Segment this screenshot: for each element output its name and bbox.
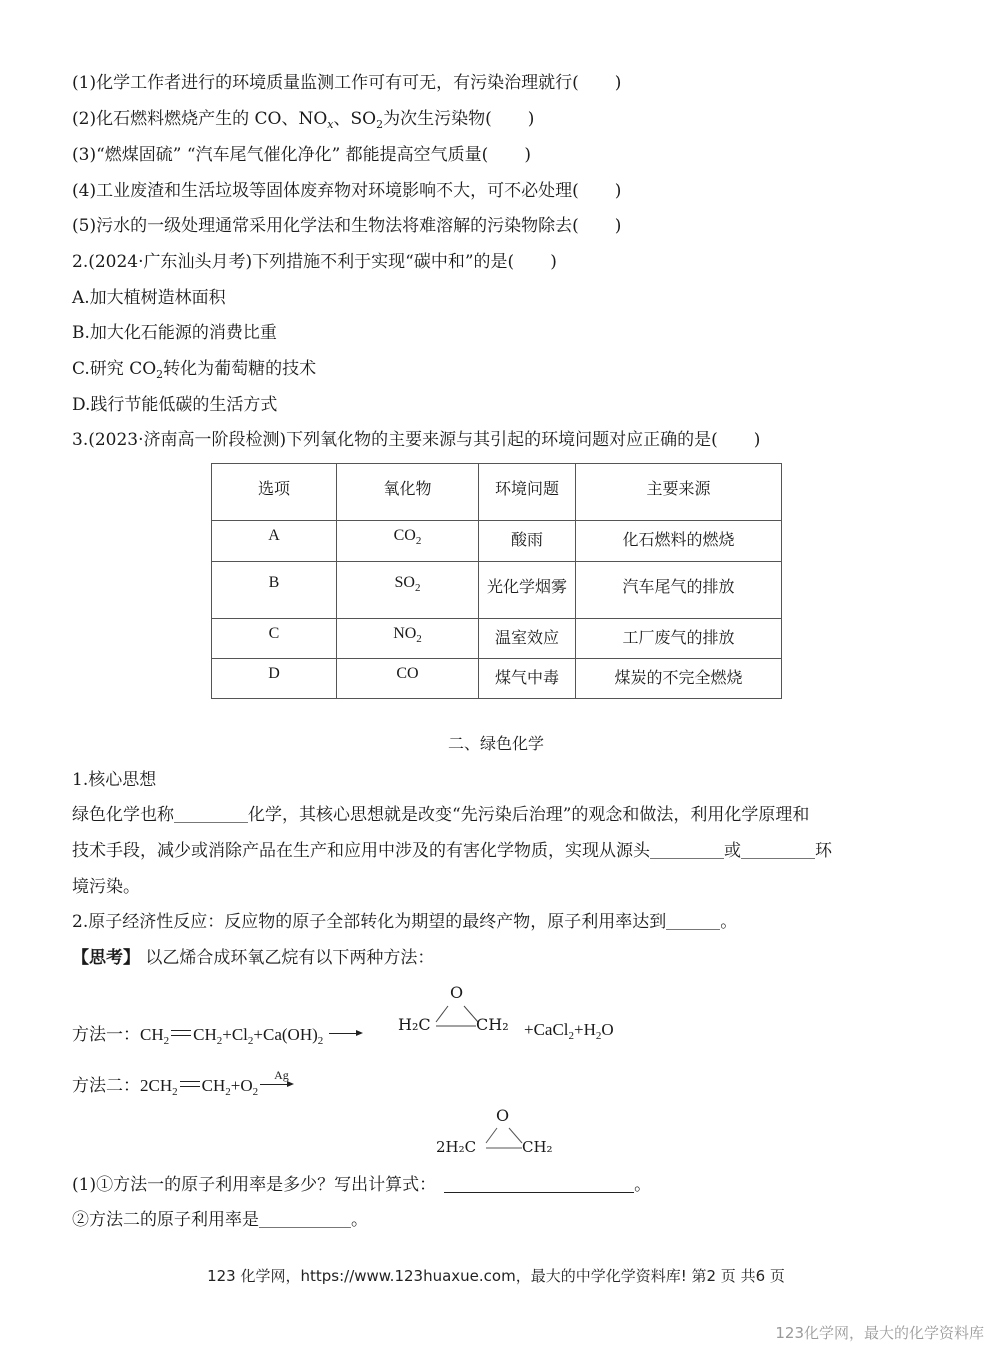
item-text: 工业废渣和生活垃圾等固体废弃物对环境影响不大，可不必处理 [96, 181, 573, 201]
subscript: 2 [247, 1035, 254, 1047]
table-header-row [212, 464, 782, 521]
judgement-item-5 [72, 215, 621, 237]
question-text: 。 [351, 1210, 368, 1230]
core-line-2 [72, 840, 832, 862]
question-2-stem [72, 251, 557, 273]
table-cell-problem: 光化学烟雾 [479, 562, 576, 619]
formula-part: CH [201, 1076, 226, 1095]
table-cell-oxide [337, 619, 479, 659]
subscript: 2 [163, 1035, 170, 1047]
table-cell-source: 汽车尾气的排放 [576, 562, 782, 619]
table-header-cell: 氧化物 [337, 464, 479, 521]
sub-question-2 [72, 1209, 368, 1231]
subscript: 2 [156, 368, 164, 381]
table-cell-problem: 温室效应 [479, 619, 576, 659]
double-bond-icon [171, 1030, 191, 1036]
oxygen-atom: O [496, 1106, 510, 1125]
question-text: (1)①方法一的原子利用率是多少？写出计算式： [72, 1175, 437, 1195]
option-text: B.加大化石能源的消费比重 [72, 323, 277, 343]
oxide-formula: SO [394, 574, 415, 591]
formula-part: +O [230, 1076, 253, 1095]
paragraph-text: 。 [720, 912, 738, 932]
formula-part: 2CH [140, 1076, 173, 1095]
answer-paren-open: ( [481, 145, 489, 165]
subscript: 2 [376, 118, 384, 131]
core-title: 1.核心思想 [72, 770, 157, 790]
table-header-cell: 环境问题 [479, 464, 576, 521]
section-heading: 二、绿色化学 [447, 734, 544, 753]
answer-paren-close: ) [614, 73, 622, 93]
formula-part: +H [574, 1020, 596, 1039]
subscript: x [327, 118, 334, 131]
table-cell-oxide [337, 659, 479, 699]
answer-paren-close: ) [614, 181, 622, 201]
judgement-item-4 [72, 180, 621, 202]
method-2-equation [72, 1068, 298, 1098]
question-3-stem [72, 429, 760, 451]
option-text: D.践行节能低碳的生活方式 [72, 395, 278, 415]
epoxide-structure-2 [436, 1106, 566, 1162]
oxide-table [211, 463, 782, 699]
option-text: 转化为葡萄糖的技术 [163, 359, 317, 379]
paragraph-text: 化学，其核心思想就是改变“先污染后治理”的观念和做法，利用化学原理和 [248, 805, 810, 825]
oxygen-atom: O [450, 983, 464, 1002]
question-text: ②方法二的原子利用率是 [72, 1210, 259, 1230]
paragraph-text: 2.原子经济性反应：反应物的原子全部转化为期望的最终产物，原子利用率达到 [72, 912, 667, 932]
table-cell-option: B [212, 562, 337, 619]
subscript: 2 [595, 1030, 602, 1042]
option-text: C.研究 CO [72, 359, 157, 379]
think-tag: 【思考】 [72, 948, 140, 968]
answer-paren-open: ( [507, 252, 515, 272]
method-1-byproducts [524, 1020, 614, 1040]
core-line-3: 境污染。 [72, 877, 140, 897]
subscript: 2 [216, 1035, 223, 1047]
method-label: 方法二： [72, 1076, 140, 1096]
answer-paren-close: ) [527, 109, 535, 129]
item-label: (3) [72, 145, 97, 165]
formula-part: +Cl [222, 1025, 248, 1044]
oxide-formula: CO [393, 527, 416, 544]
reaction-arrow-icon [260, 1068, 292, 1085]
carbon-group: CH₂ [522, 1138, 553, 1156]
sub-question-1 [72, 1174, 651, 1196]
subscript: 2 [252, 1086, 259, 1098]
option-text: A.加大植树造林面积 [72, 288, 226, 308]
table-cell-option: A [212, 521, 337, 562]
method-label: 方法一： [72, 1025, 140, 1045]
judgement-item-2 [72, 108, 534, 130]
paragraph-text: 绿色化学也称 [72, 805, 174, 825]
item-label: (5) [72, 216, 97, 236]
answer-paren-open: ( [572, 73, 579, 93]
double-bond-icon [180, 1081, 200, 1087]
atom-economy-line [72, 911, 737, 933]
table-cell-source: 化石燃料的燃烧 [576, 521, 782, 562]
paragraph-text: 环 [815, 841, 832, 861]
table-cell-problem: 煤气中毒 [479, 659, 576, 699]
option-b[interactable] [72, 322, 277, 344]
subscript: 2 [225, 1086, 231, 1098]
fill-blank[interactable] [650, 842, 724, 859]
subscript: 2 [317, 1035, 324, 1047]
paragraph-text: 技术手段，减少或消除产品在生产和应用中涉及的有害化学物质，实现从源头 [72, 841, 650, 861]
judgement-item-3 [72, 144, 531, 166]
watermark: 123化学网，最大的化学资料库 [775, 1324, 984, 1342]
subscript: 2 [416, 633, 422, 645]
item-text: 为次生污染物 [383, 109, 486, 129]
formula-part: O [601, 1020, 614, 1039]
table-cell-option: D [212, 659, 337, 699]
table-cell-source: 煤炭的不完全燃烧 [576, 659, 782, 699]
formula-part: +Ca(OH) [253, 1025, 318, 1044]
question-text: 3.(2023·济南高一阶段检测)下列氧化物的主要来源与其引起的环境问题对应正确的是 [72, 430, 712, 450]
fill-blank[interactable] [259, 1211, 351, 1228]
core-line-1 [72, 804, 809, 826]
item-text: 、SO [333, 109, 377, 129]
question-text: 。 [634, 1175, 652, 1195]
answer-paren-open: ( [711, 430, 718, 450]
table-header-cell: 选项 [212, 464, 337, 521]
reaction-arrow-icon [329, 1033, 361, 1034]
subscript: 2 [568, 1030, 575, 1042]
answer-paren-open: ( [572, 216, 579, 236]
method-1-equation [72, 1020, 367, 1045]
fill-blank[interactable] [174, 806, 248, 823]
paragraph-text: 以乙烯合成环氧乙烷有以下两种方法： [145, 948, 435, 968]
catalyst-label: Ag [274, 1068, 289, 1082]
answer-paren-open: ( [485, 109, 492, 129]
answer-paren-open: ( [572, 181, 579, 201]
answer-paren-close: ) [550, 252, 557, 272]
oxide-formula: CO [396, 665, 419, 682]
epoxide-structure-1 [398, 984, 518, 1040]
carbon-group: H₂C [398, 1015, 431, 1034]
item-text: 化学工作者进行的环境质量监测工作可有可无，有污染治理就行 [96, 73, 573, 93]
table-cell-oxide [337, 521, 479, 562]
table-row [212, 521, 782, 562]
subscript: 2 [415, 535, 422, 547]
option-d[interactable] [72, 394, 277, 416]
carbon-group: 2H₂C [436, 1138, 477, 1156]
table-cell-option: C [212, 619, 337, 659]
question-text: 2.(2024·广东汕头月考)下列措施不利于实现“碳中和”的是 [72, 252, 508, 272]
item-text: 污水的一级处理通常采用化学法和生物法将难溶解的污染物除去 [96, 216, 573, 236]
option-c[interactable] [72, 358, 316, 380]
item-text: “燃煤固硫” “汽车尾气催化净化” 都能提高空气质量 [96, 145, 482, 165]
fill-blank[interactable] [666, 913, 720, 930]
formula-part: +CaCl [524, 1020, 569, 1039]
table-cell-source: 工厂废气的排放 [576, 619, 782, 659]
item-label: (4) [72, 181, 97, 201]
think-line [72, 947, 434, 969]
oxide-formula: NO [393, 625, 417, 642]
table-cell-oxide [337, 562, 479, 619]
item-label: (2) [72, 109, 97, 129]
formula-part: CH [140, 1025, 164, 1044]
table-cell-problem: 酸雨 [479, 521, 576, 562]
answer-paren-close: ) [753, 430, 761, 450]
table-row [212, 619, 782, 659]
answer-paren-close: ) [524, 145, 531, 165]
fill-blank[interactable] [444, 1176, 634, 1193]
page-footer: 123 化学网，https://www.123huaxue.com，最大的中学化学资料库! 第2 页 共6 页 [207, 1267, 785, 1285]
fill-blank[interactable] [741, 842, 815, 859]
option-a[interactable] [72, 287, 226, 309]
carbon-group: CH₂ [476, 1015, 509, 1034]
answer-paren-close: ) [614, 216, 622, 236]
paragraph-text: 或 [724, 841, 741, 861]
table-header-cell: 主要来源 [576, 464, 782, 521]
formula-part: CH [193, 1025, 217, 1044]
subscript: 2 [172, 1086, 178, 1098]
table-row [212, 659, 782, 699]
item-text: 化石燃料燃烧产生的 CO、NO [96, 109, 328, 129]
subscript: 2 [414, 582, 421, 594]
judgement-item-1 [72, 72, 621, 94]
item-label: (1) [72, 73, 97, 93]
table-row [212, 562, 782, 619]
